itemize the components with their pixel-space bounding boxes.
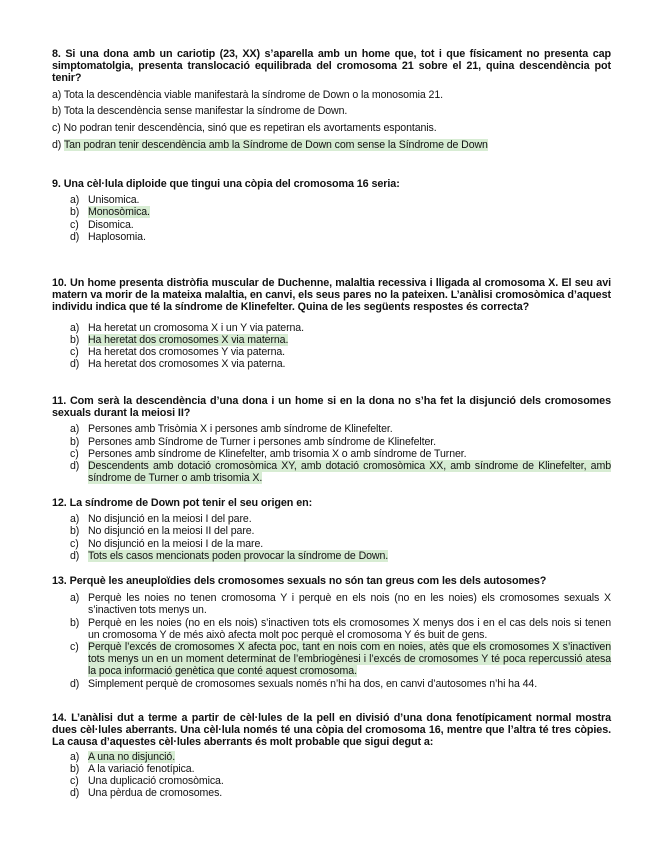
question-14-options [52, 751, 611, 800]
answer-option: b) No disjunció en la meiosi II del pare. [70, 525, 255, 538]
correct-answer-highlight: Ha heretat dos cromosomes X via materna. [88, 333, 289, 346]
answer-option-highlighted: b) Ha heretat dos cromosomes X via materna. [70, 333, 289, 346]
question-9-options [52, 194, 611, 243]
answer-option: a) Perquè les noies no tenen cromosoma Y i perquè en els nois (no en les noies) els cromosomes sexuals X s’inactiven tots menys un. [70, 592, 611, 617]
question-11-options [52, 423, 611, 484]
answer-option: c) Ha heretat dos cromosomes Y via paterna. [70, 346, 285, 359]
answer-option: b) A la variació fenotípica. [70, 762, 195, 775]
question-11-stem: 11. Com serà la descendència d’una dona i un home si en la dona no s’ha fet la disjunció dels cromosomes sexuals durant la meiosi II? [52, 395, 611, 420]
answer-option: c) Disomica. [70, 218, 134, 231]
question-12 [52, 497, 611, 562]
correct-answer-highlight: Tan podran tenir descendència amb la Síndrome de Down com sense la Síndrome de Down [63, 138, 488, 151]
answer-option: b) Persones amb Síndrome de Turner i persones amb síndrome de Klinefelter. [70, 435, 436, 448]
answer-option: d) Simplement perquè de cromosomes sexuals només n’hi ha dos, en canvi d’autosomes n’hi ha 44. [70, 677, 538, 690]
question-12-options [52, 513, 611, 562]
question-8 [52, 48, 611, 155]
answer-option: d) Haplosomia. [70, 230, 146, 243]
answer-option-highlighted: a) A una no disjunció. [70, 750, 176, 763]
answer-option: d) Ha heretat dos cromosomes X via paterna. [70, 358, 286, 371]
answer-option: a) Ha heretat un cromosoma X i un Y via paterna. [70, 321, 304, 334]
question-14-stem: 14. L’anàlisi dut a terme a partir de cèl·lules de la pell en divisió d’una dona fenotípicament normal mostra dues cèl·lules aberrants. Una cèl·lula només té una còpia del cromosoma 16, mentre que l’altra té tres còpies. La causa d’aquestes cèl·lules aberrants és molt probable que sigui degut a: [52, 712, 611, 749]
answer-option: a) Tota la descendència viable manifestarà la síndrome de Down o la monosomia 21. [52, 88, 443, 101]
answer-option-highlighted: d) Descendents amb dotació cromosòmica XY, amb dotació cromosòmica XX, amb síndrome de Klinefelter, amb síndrome de Turner o amb trisomia X. [70, 460, 611, 485]
answer-option-highlighted: c) Perquè l’excés de cromosomes X afecta poc, tant en nois com en noies, atès que els cromosomes X s’inactiven tots menys un en un moment determinat de l’embriogènesi i l’excés de cromosomes Y té poca repercussió atesa la poca informació genètica que conté aquest cromosoma. [70, 641, 611, 678]
answer-option-highlighted: d) Tots els casos mencionats poden provocar la síndrome de Down. [70, 549, 389, 562]
correct-answer-highlight: A una no disjunció. [88, 750, 176, 763]
answer-option: c) Una duplicació cromosòmica. [70, 775, 224, 788]
answer-option-highlighted: b) Monosòmica. [70, 206, 150, 219]
answer-option: a) Unisomica. [70, 194, 140, 207]
answer-option: a) No disjunció en la meiosi I del pare. [70, 513, 252, 526]
answer-option: c) No podran tenir descendència, sinó que es repetiran els avortaments espontanis. [52, 122, 437, 135]
correct-answer-highlight: Descendents amb dotació cromosòmica XY, amb dotació cromosòmica XX, amb síndrome de Klinefelter, amb síndrome de Turner o amb trisomia X. [88, 460, 611, 485]
question-10-stem: 10. Un home presenta distròfia muscular de Duchenne, malaltia recessiva i lligada al cromosoma X. El seu avi matern va morir de la mateixa malaltia, en canvi, els seus pares no la pateixen. L’anàlisi cromosòmica d’aquest individu indica que té la síndrome de Klinefelter. Quina de les següents respostes és correcta? [52, 277, 612, 314]
question-9 [52, 178, 611, 243]
question-8-stem: 8. Si una dona amb un cariotip (23, XX) s’aparella amb un home que, tot i que físicament no presenta cap simptomatolgia, presenta translocació equilibrada del cromosoma 21 sobre el 21, quina descendència pot tenir? [52, 48, 611, 85]
question-11 [52, 395, 611, 484]
answer-option: b) Perquè en les noies (no en els nois) s’inactiven tots els cromosomes X menys dos i en el cas dels nois si tenen un cromosoma Y de més això afecta molt poc perquè el cromosoma Y és buit de gens. [70, 616, 611, 641]
answer-option: a) Persones amb Trisòmia X i persones amb síndrome de Klinefelter. [70, 423, 393, 436]
answer-option: b) Tota la descendència sense manifestar la síndrome de Down. [52, 105, 348, 118]
answer-option: d) Una pèrdua de cromosomes. [70, 787, 223, 800]
question-8-options [52, 89, 611, 151]
question-13 [52, 575, 611, 690]
question-14 [52, 712, 611, 799]
answer-option: c) Persones amb síndrome de Klinefelter, amb trisomia X o amb síndrome de Turner. [70, 447, 467, 460]
question-10-options [52, 322, 611, 371]
correct-answer-highlight: Perquè l’excés de cromosomes X afecta poc, tant en nois com en noies, atès que els cromosomes X s’inactiven tots menys un en un moment determinat de l’embriogènesi i l’excés de cromosomes Y té poca repercussió atesa la poca informació genètica que conté aquest cromosoma. [88, 641, 611, 678]
question-10 [52, 277, 611, 370]
answer-option-highlighted: d) Tan podran tenir descendència amb la Síndrome de Down com sense la Síndrome de Down [52, 138, 488, 151]
correct-answer-highlight: Monosòmica. [88, 206, 150, 219]
question-9-stem: 9. Una cèl·lula diploide que tingui una còpia del cromosoma 16 seria: [52, 178, 400, 190]
question-12-stem: 12. La síndrome de Down pot tenir el seu origen en: [52, 497, 313, 509]
correct-answer-highlight: Tots els casos mencionats poden provocar la síndrome de Down. [88, 549, 389, 562]
question-13-options [52, 592, 611, 690]
question-13-stem: 13. Perquè les aneuploïdies dels cromosomes sexuals no són tan greus com les dels autosomes? [52, 575, 547, 587]
answer-option: c) No disjunció en la meiosi I de la mare. [70, 537, 264, 550]
